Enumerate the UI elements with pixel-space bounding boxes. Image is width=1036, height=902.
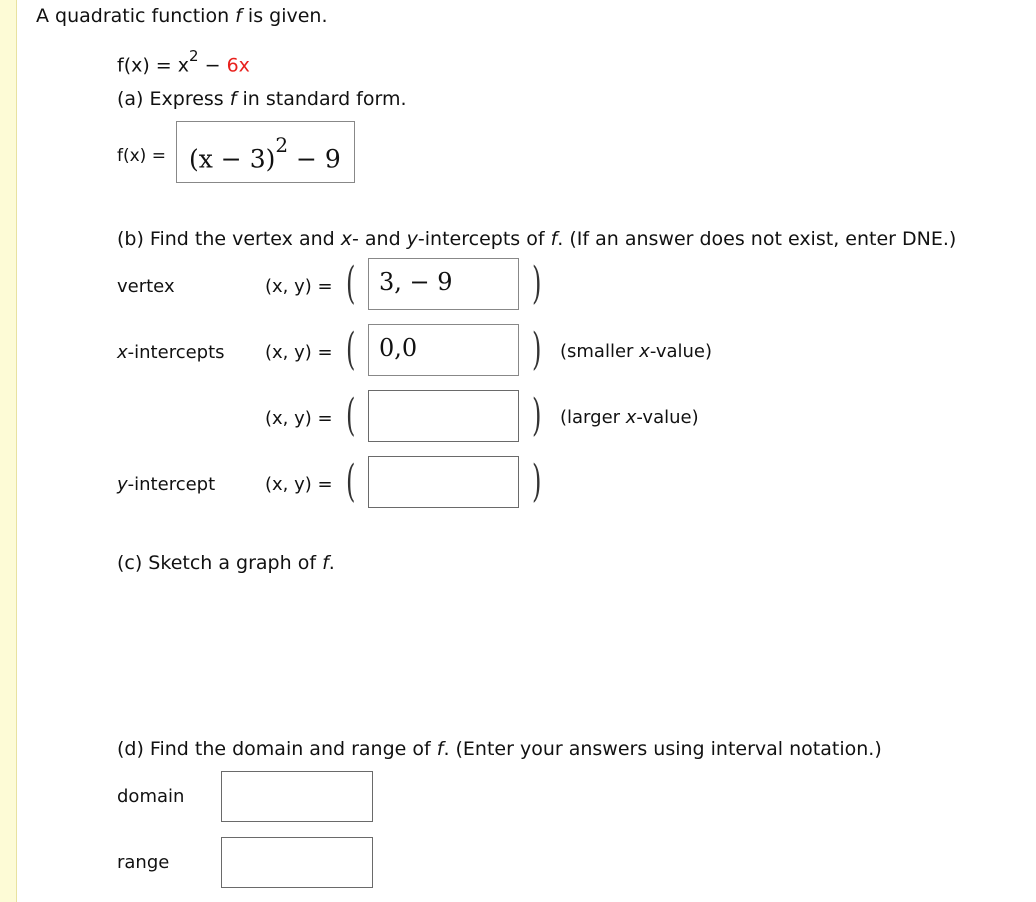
x-intercepts-label bbox=[117, 342, 225, 363]
part-b-f-var: f bbox=[550, 228, 558, 250]
smaller-x-note bbox=[560, 341, 712, 362]
part-a-answer-label: f(x) = bbox=[117, 146, 166, 166]
part-d-prompt bbox=[117, 738, 882, 760]
standard-form-exponent: 2 bbox=[275, 133, 289, 157]
part-c-prefix: (c) Sketch a graph of bbox=[117, 552, 323, 574]
standard-form-answer-box[interactable] bbox=[176, 121, 355, 183]
y-intercept-label bbox=[117, 474, 215, 495]
x-int-1-open-paren: ( bbox=[346, 324, 356, 375]
vertex-open-paren: ( bbox=[346, 258, 356, 309]
part-d-var: f bbox=[436, 738, 444, 760]
vertex-answer-box[interactable] bbox=[368, 258, 519, 310]
larger-note-var: x bbox=[625, 407, 637, 428]
intro-text: A quadratic function bbox=[36, 5, 236, 27]
x-int-1-close-paren: ) bbox=[532, 324, 542, 375]
larger-x-note bbox=[560, 407, 699, 428]
part-a-suffix: in standard form. bbox=[236, 88, 407, 110]
x-int-2-close-paren: ) bbox=[532, 390, 542, 441]
part-c-var: f bbox=[322, 552, 329, 574]
y-intercept-rest: -intercept bbox=[127, 474, 216, 495]
y-intercept-var: y bbox=[117, 474, 128, 495]
function-linear-term: 6x bbox=[226, 54, 250, 77]
function-exponent: 2 bbox=[189, 47, 199, 65]
part-b-x-var: x bbox=[340, 228, 352, 250]
left-margin-bar bbox=[0, 0, 17, 902]
part-b-mid2: -intercepts of bbox=[417, 228, 551, 250]
part-b-prompt bbox=[117, 228, 956, 250]
function-minus: − bbox=[198, 54, 227, 77]
y-int-xy-label: (x, y) = bbox=[265, 474, 333, 495]
problem-intro bbox=[36, 5, 328, 27]
x-intercepts-rest: -intercepts bbox=[127, 342, 225, 363]
x-intercept-2-input[interactable] bbox=[368, 390, 519, 442]
intro-suffix: is given. bbox=[241, 5, 328, 27]
part-b-prefix: (b) Find the vertex and bbox=[117, 228, 341, 250]
y-int-open-paren: ( bbox=[346, 456, 356, 507]
part-a-prompt bbox=[117, 88, 407, 110]
part-b-mid: - and bbox=[351, 228, 407, 250]
part-a-var: f bbox=[229, 88, 237, 110]
larger-note-suffix: -value) bbox=[636, 407, 699, 428]
part-a-prefix: (a) Express bbox=[117, 88, 230, 110]
vertex-answer: 3, − 9 bbox=[379, 268, 453, 296]
y-intercept-input[interactable] bbox=[368, 456, 519, 508]
standard-form-answer bbox=[189, 133, 341, 174]
smaller-note-var: x bbox=[639, 341, 650, 362]
domain-label: domain bbox=[117, 786, 185, 807]
intro-var: f bbox=[235, 5, 242, 27]
standard-form-tail: − 9 bbox=[288, 144, 341, 174]
range-label: range bbox=[117, 852, 170, 873]
smaller-note-prefix: (smaller bbox=[560, 341, 640, 362]
part-d-suffix: . (Enter your answers using interval notation.) bbox=[443, 738, 882, 760]
x-intercept-1-answer: 0,0 bbox=[379, 334, 418, 362]
range-input[interactable] bbox=[221, 837, 373, 888]
smaller-note-suffix: -value) bbox=[649, 341, 713, 362]
standard-form-base: (x − 3) bbox=[189, 144, 276, 174]
x-int-2-open-paren: ( bbox=[346, 390, 356, 441]
domain-input[interactable] bbox=[221, 771, 373, 822]
part-c-suffix: . bbox=[328, 552, 335, 574]
function-lhs: f(x) = x bbox=[117, 54, 190, 77]
x-int-2-xy-label: (x, y) = bbox=[265, 408, 333, 429]
y-int-close-paren: ) bbox=[532, 456, 542, 507]
part-d-prefix: (d) Find the domain and range of bbox=[117, 738, 437, 760]
vertex-close-paren: ) bbox=[532, 258, 542, 309]
vertex-xy-label: (x, y) = bbox=[265, 276, 333, 297]
vertex-label: vertex bbox=[117, 276, 175, 297]
x-int-1-xy-label: (x, y) = bbox=[265, 342, 333, 363]
part-b-suffix: . (If an answer does not exist, enter DNE.) bbox=[557, 228, 957, 250]
x-intercept-1-answer-box[interactable] bbox=[368, 324, 519, 376]
part-b-y-var: y bbox=[406, 228, 418, 250]
function-definition bbox=[117, 47, 250, 77]
larger-note-prefix: (larger bbox=[560, 407, 626, 428]
x-intercepts-var: x bbox=[117, 342, 128, 363]
part-c-prompt bbox=[117, 552, 335, 574]
